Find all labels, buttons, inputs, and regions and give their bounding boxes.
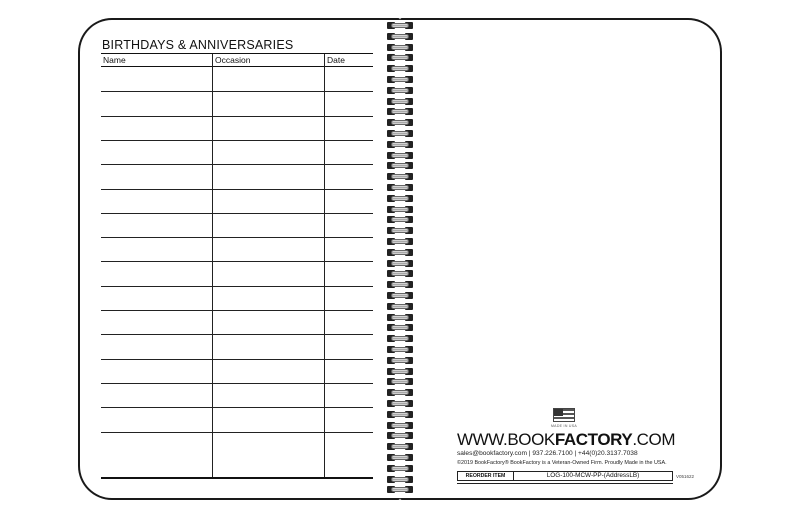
spiral-coil: [387, 76, 413, 83]
table-row: [101, 189, 373, 190]
spiral-coil: [387, 238, 413, 245]
column-header-name: Name: [103, 55, 126, 65]
table-row: [101, 334, 373, 335]
spiral-coil: [387, 195, 413, 202]
spiral-coil: [387, 368, 413, 375]
spiral-coil: [387, 130, 413, 137]
spiral-coil: [387, 141, 413, 148]
spiral-coil: [387, 476, 413, 483]
spiral-coil: [387, 443, 413, 450]
spiral-coil: [387, 87, 413, 94]
spiral-coil: [387, 411, 413, 418]
spiral-coil: [387, 400, 413, 407]
column-divider: [324, 54, 325, 477]
left-page: [78, 18, 400, 500]
spiral-coil: [387, 33, 413, 40]
table-row: [101, 116, 373, 117]
spiral-coil: [387, 270, 413, 277]
table-row: [101, 261, 373, 262]
spiral-coil: [387, 119, 413, 126]
website-url: [457, 430, 676, 450]
table-header: [101, 54, 373, 67]
column-header-date: Date: [327, 55, 345, 65]
spiral-binding: [384, 18, 416, 500]
table-row: [101, 237, 373, 238]
reorder-box: [457, 471, 673, 481]
spiral-coil: [387, 227, 413, 234]
spiral-coil: [387, 152, 413, 159]
spiral-coil: [387, 206, 413, 213]
spiral-coil: [387, 389, 413, 396]
spiral-coil: [387, 422, 413, 429]
column-divider: [212, 54, 213, 477]
made-in-usa-label: MADE IN USA: [550, 424, 578, 428]
spiral-coil: [387, 432, 413, 439]
spiral-coil: [387, 22, 413, 29]
section-title: BIRTHDAYS & ANNIVERSARIES: [102, 38, 294, 52]
website-brand: FACTORY: [554, 430, 633, 449]
spiral-coil: [387, 335, 413, 342]
table-row: [101, 286, 373, 287]
table-row: [101, 91, 373, 92]
table-row: [101, 140, 373, 141]
birthdays-table: [101, 54, 373, 479]
spiral-coil: [387, 314, 413, 321]
spiral-coil: [387, 357, 413, 364]
reorder-code: LOG-100-MCW-PP-(AddressLB): [546, 472, 640, 479]
footer-rule: [457, 483, 673, 484]
table-row: [101, 432, 373, 433]
table-row: [101, 310, 373, 311]
spiral-coil: [387, 378, 413, 385]
table-row: [101, 383, 373, 384]
copyright-notice: ©2019 BookFactory® BookFactory is a Veteran-Owned Firm. Proudly Made in the USA.: [457, 460, 667, 466]
reorder-label: REORDER ITEM: [458, 472, 514, 480]
spiral-coil: [387, 346, 413, 353]
spiral-coil: [387, 54, 413, 61]
spiral-coil: [387, 184, 413, 191]
spiral-coil: [387, 98, 413, 105]
spiral-coil: [387, 303, 413, 310]
spiral-coil: [387, 486, 413, 493]
spiral-coil: [387, 324, 413, 331]
table-row: [101, 164, 373, 165]
column-header-occasion: Occasion: [215, 55, 251, 65]
spiral-coil: [387, 465, 413, 472]
spiral-coil: [387, 65, 413, 72]
website-prefix: WWW.BOOK: [457, 430, 555, 449]
right-page: [400, 18, 722, 500]
spiral-coil: [387, 281, 413, 288]
table-row: [101, 213, 373, 214]
contact-info: sales@bookfactory.com | 937.226.7100 | +44(0)20.3137.7038: [457, 450, 638, 457]
website-suffix: .COM: [632, 430, 676, 449]
spiral-coil: [387, 44, 413, 51]
spiral-coil: [387, 454, 413, 461]
spiral-coil: [387, 173, 413, 180]
table-row: [101, 407, 373, 408]
spiral-coil: [387, 249, 413, 256]
us-flag-icon: [553, 408, 575, 422]
spiral-coil: [387, 108, 413, 115]
table-row: [101, 359, 373, 360]
spiral-coil: [387, 260, 413, 267]
spiral-coil: [387, 292, 413, 299]
version-code: V051622: [676, 474, 695, 479]
spiral-coil: [387, 216, 413, 223]
spiral-coil: [387, 162, 413, 169]
